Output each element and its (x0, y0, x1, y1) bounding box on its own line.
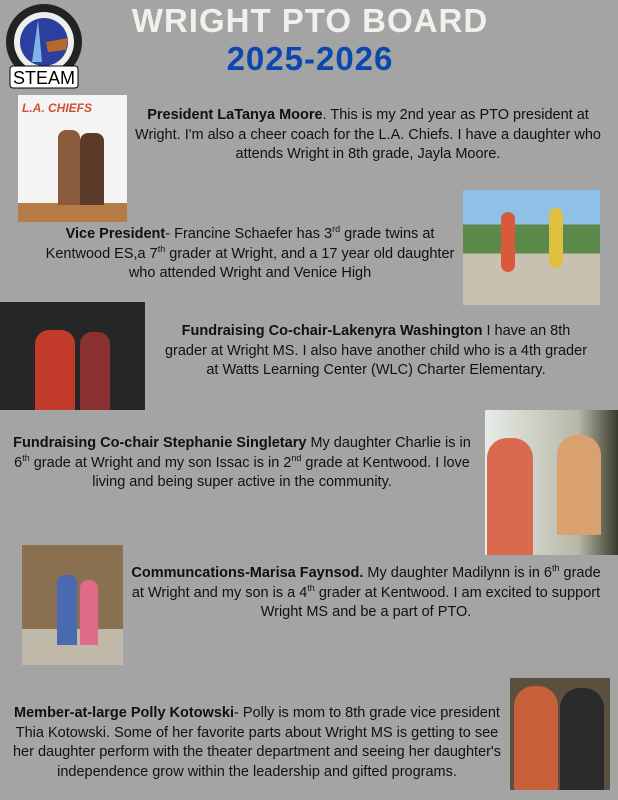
stephanie-singletary-photo (485, 410, 618, 555)
chiefs-sign: L.A. CHIEFS (22, 101, 93, 115)
polly-kotowski-bio: Member-at-large Polly Kotowski- Polly is mom to 8th grade vice president Thia Kotowski. Some of her favorite parts about Wright MS is getting to see her daughter perform with the theater department and seeing her daughter's independence grow within the leadership and gifted programs. (12, 705, 501, 780)
lakenyra-washington-bio: Fundraising Co-chair-Lakenyra Washington I have an 8th grader at Wright MS. I also have another child who is a 4th grader at Watts Learning Center (WLC) Charter Elementary. (164, 323, 588, 378)
president-bio: President LaTanya Moore. This is my 2nd year as PTO president at Wright. I'm also a cheer coach for the L.A. Chiefs. I have a daughter who attends Wright in 8th grade, Jayla Moore. (135, 107, 601, 162)
vice-president-photo (463, 190, 600, 305)
steam-logo (2, 2, 86, 90)
president-photo (18, 95, 127, 222)
page-title: WRIGHT PTO BOARD (131, 2, 489, 39)
polly-kotowski-photo (510, 678, 610, 790)
lakenyra-washington-photo (0, 302, 145, 410)
stephanie-singletary-bio: Fundraising Co-chair Stephanie Singletary My daughter Charlie is in 6th grade at Wright and my son Issac is in 2nd grade at Kentwood. I love living and being super active in the community. (13, 435, 471, 490)
marisa-faynsod-photo (22, 545, 123, 665)
year-subtitle: 2025-2026 (226, 40, 394, 77)
vice-president-bio: Vice President- Francine Schaefer has 3rd grade twins at Kentwood ES,a 7th grader at Wright, and a 17 year old daughter who attended Wright and Venice High (45, 224, 455, 281)
svg-text:STEAM: STEAM (12, 68, 76, 88)
marisa-faynsod-bio: Communcations-Marisa Faynsod. My daughter Madilynn is in 6th grade at Wright and my son is a 4th grader at Kentwood. I am excited to support Wright MS and be a part of PTO. (131, 563, 601, 620)
